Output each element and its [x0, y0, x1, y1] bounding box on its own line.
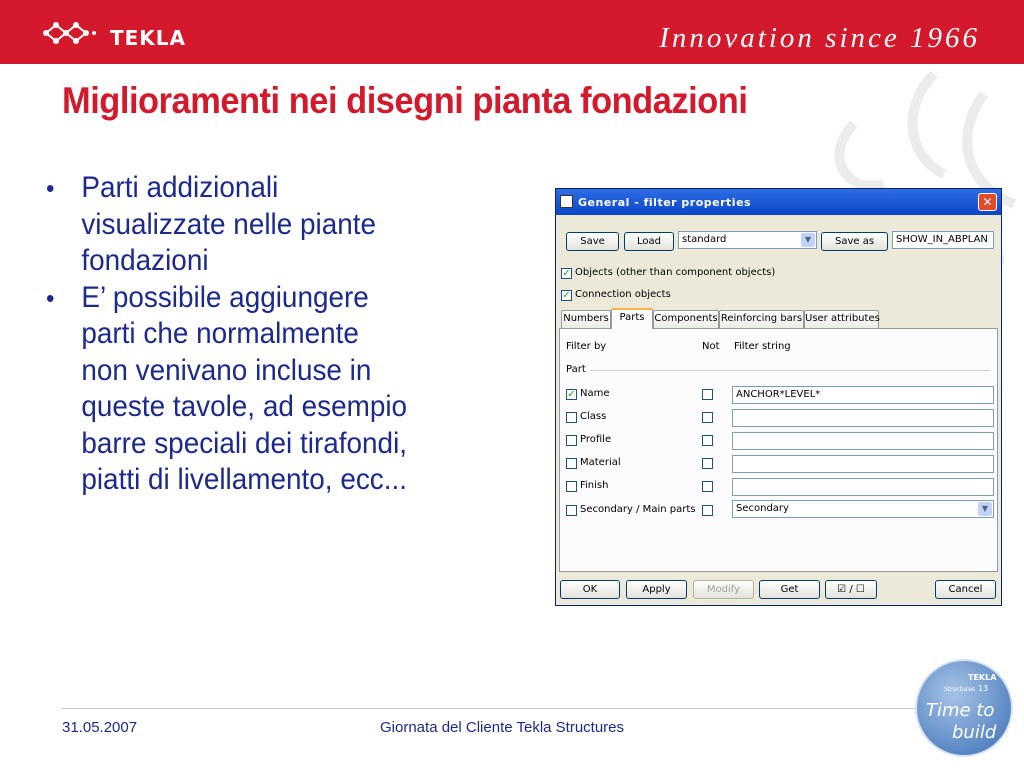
not-header: Not	[702, 341, 720, 352]
footer-divider	[62, 708, 962, 709]
save-button[interactable]: Save	[566, 232, 619, 251]
tagline: Innovation since 1966	[659, 22, 980, 54]
name-label: Name	[580, 388, 610, 399]
bullet-item	[46, 170, 502, 280]
slide-title: Miglioramenti nei disegni pianta fondazioni	[62, 80, 748, 121]
bullet-line: queste tavole, ad esempio	[81, 390, 408, 423]
bullet-item	[46, 280, 502, 499]
group-divider	[590, 370, 990, 371]
badge-line1: Time to	[926, 700, 995, 721]
time-to-build-badge	[914, 658, 1014, 758]
profile-not-checkbox[interactable]	[702, 435, 713, 446]
finish-not-checkbox[interactable]	[702, 481, 713, 492]
logo-wordmark: TEKLA	[110, 26, 187, 50]
modify-button[interactable]: Modify	[693, 580, 754, 599]
finish-filter-input[interactable]	[732, 478, 994, 496]
material-label: Material	[580, 457, 621, 468]
tab-user-attributes[interactable]: User attributes	[804, 310, 879, 328]
badge-product: Structures	[944, 686, 976, 693]
bullet-line: visualizzate nelle piante	[81, 207, 377, 241]
save-as-name-input[interactable]: SHOW_IN_ABPLAN	[892, 231, 994, 249]
dialog-titlebar[interactable]	[556, 189, 1001, 215]
material-filter-input[interactable]	[732, 455, 994, 473]
parts-tab-panel	[559, 328, 998, 572]
preset-value: standard	[682, 234, 727, 245]
profile-filter-input[interactable]	[732, 432, 994, 450]
load-button[interactable]: Load	[624, 232, 674, 251]
secondary-not-checkbox[interactable]	[702, 505, 713, 516]
class-checkbox[interactable]	[566, 412, 577, 423]
chevron-down-icon[interactable]: ▼	[801, 233, 815, 247]
objects-label: Objects (other than component objects)	[575, 267, 776, 278]
tab-parts[interactable]: Parts	[611, 308, 653, 329]
filter-properties-dialog	[555, 188, 1002, 606]
bullet-line: barre speciali dei tirafondi,	[81, 426, 408, 460]
filter-by-header: Filter by	[566, 341, 607, 352]
footer-event: Giornata del Cliente Tekla Structures	[380, 719, 625, 736]
get-button[interactable]: Get	[759, 580, 820, 599]
finish-label: Finish	[580, 480, 609, 491]
secondary-checkbox[interactable]	[566, 505, 577, 516]
class-filter-input[interactable]	[732, 409, 994, 427]
connection-checkbox[interactable]: ✓	[562, 290, 571, 301]
secondary-label: Secondary / Main parts	[580, 504, 696, 515]
chevron-down-icon[interactable]: ▼	[978, 502, 992, 516]
bullet-list	[46, 170, 536, 499]
filter-string-header: Filter string	[734, 341, 791, 352]
badge-version: 13	[978, 684, 989, 693]
tab-numbers[interactable]: Numbers	[561, 310, 611, 328]
class-label: Class	[580, 411, 607, 422]
bullet-line: Parti addizionali	[81, 171, 279, 204]
toggle-all-button[interactable]: ☑ / ☐	[825, 580, 877, 599]
header-band	[0, 0, 1024, 64]
bullet-dot-icon: •	[46, 173, 55, 203]
part-group-label: Part	[566, 364, 586, 375]
bullet-line: non venivano incluse in	[81, 353, 372, 387]
material-not-checkbox[interactable]	[702, 458, 713, 469]
dialog-app-icon	[560, 195, 573, 208]
badge-brand: TEKLA	[968, 673, 997, 682]
tab-components[interactable]: Components	[653, 310, 719, 328]
dialog-title: General - filter properties	[578, 196, 752, 209]
secondary-select[interactable]	[732, 500, 994, 518]
bullet-line: fondazioni	[81, 244, 209, 277]
profile-checkbox[interactable]	[566, 435, 577, 446]
preset-select[interactable]	[678, 231, 817, 249]
close-icon[interactable]: ✕	[978, 193, 997, 211]
apply-button[interactable]: Apply	[626, 580, 687, 599]
bullet-dot-icon: •	[46, 282, 55, 313]
class-not-checkbox[interactable]	[702, 412, 713, 423]
save-as-button[interactable]: Save as	[821, 232, 888, 251]
finish-checkbox[interactable]	[566, 481, 577, 492]
badge-line2: build	[952, 722, 997, 743]
secondary-value: Secondary	[736, 503, 789, 514]
connection-label: Connection objects	[575, 289, 671, 300]
bullet-line: parti che normalmente	[81, 317, 359, 350]
name-filter-input[interactable]: ANCHOR*LEVEL*	[732, 386, 994, 404]
objects-checkbox[interactable]: ✓	[562, 268, 571, 279]
name-checkbox[interactable]: ✓	[567, 389, 576, 400]
material-checkbox[interactable]	[566, 458, 577, 469]
footer-date: 31.05.2007	[62, 719, 138, 736]
name-not-checkbox[interactable]	[702, 389, 713, 400]
ok-button[interactable]: OK	[560, 580, 620, 599]
cancel-button[interactable]: Cancel	[935, 580, 996, 599]
bullet-line: E’ possibile aggiungere	[81, 280, 369, 314]
profile-label: Profile	[580, 434, 612, 445]
tab-reinforcing-bars[interactable]: Reinforcing bars	[719, 310, 804, 328]
bullet-line: piatti di livellamento, ecc...	[81, 463, 407, 496]
